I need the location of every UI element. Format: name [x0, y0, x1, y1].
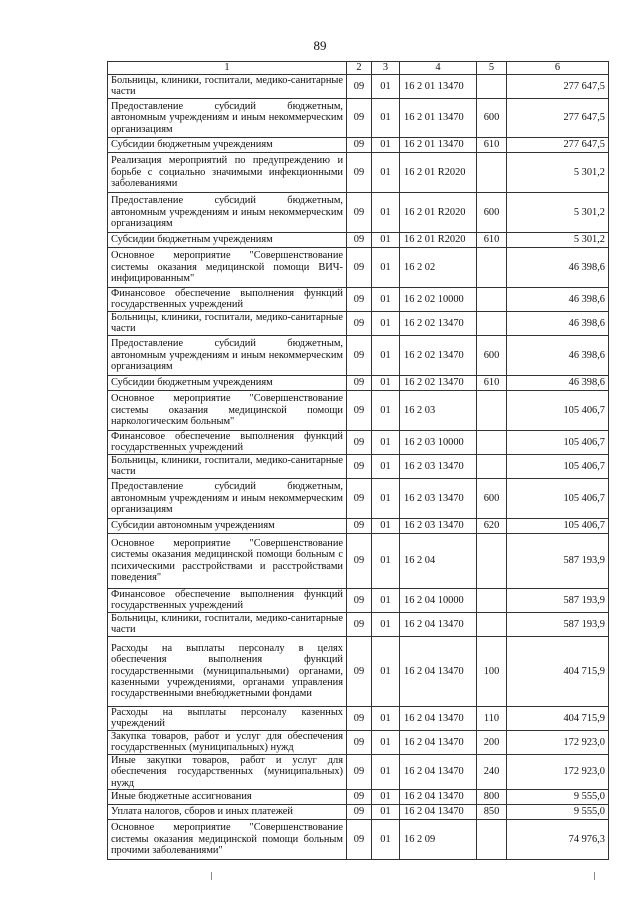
- table-row: [108, 192, 609, 232]
- cell-section: 09: [347, 311, 372, 335]
- cell-target-article: 16 2 04 13470: [400, 612, 477, 636]
- cell-expense-type: 100: [477, 636, 507, 706]
- cell-name: Расходы на выплаты персоналу казенных учреждений: [108, 706, 347, 730]
- cell-subsection: 01: [372, 706, 400, 730]
- page-number: 89: [313, 38, 327, 53]
- cell-name: Закупка товаров, работ и услуг для обеспечения государственных (муниципальных) нужд: [108, 730, 347, 754]
- cell-expense-type: [477, 612, 507, 636]
- cell-target-article: 16 2 03 13470: [400, 454, 477, 478]
- cell-expense-type: 800: [477, 790, 507, 805]
- table-row: [108, 232, 609, 247]
- cell-subsection: 01: [372, 805, 400, 820]
- cell-subsection: 01: [372, 98, 400, 137]
- cell-subsection: 01: [372, 311, 400, 335]
- cell-expense-type: 610: [477, 137, 507, 152]
- cell-amount: 105 406,7: [507, 518, 609, 533]
- cell-subsection: 01: [372, 730, 400, 754]
- cell-target-article: 16 2 03 10000: [400, 430, 477, 454]
- table-row: [108, 730, 609, 754]
- cell-section: 09: [347, 375, 372, 390]
- cell-name: Больницы, клиники, госпитали, медико-санитарные части: [108, 454, 347, 478]
- cell-subsection: 01: [372, 478, 400, 518]
- cell-section: 09: [347, 588, 372, 612]
- cell-expense-type: 110: [477, 706, 507, 730]
- cell-expense-type: [477, 75, 507, 99]
- table-row: [108, 152, 609, 192]
- cell-name: Предоставление субсидий бюджетным, автономным учреждениям и иным некоммерческим организациям: [108, 478, 347, 518]
- table-row: [108, 247, 609, 287]
- cell-expense-type: 600: [477, 478, 507, 518]
- cell-name: Основное мероприятие "Совершенствование системы оказания медицинской помощи ВИЧ-инфицированным": [108, 247, 347, 287]
- cell-section: 09: [347, 636, 372, 706]
- cell-amount: 9 555,0: [507, 805, 609, 820]
- cell-name: Субсидии бюджетным учреждениям: [108, 375, 347, 390]
- cell-amount: 172 923,0: [507, 730, 609, 754]
- cell-subsection: 01: [372, 232, 400, 247]
- cell-name: Уплата налогов, сборов и иных платежей: [108, 805, 347, 820]
- cell-name: Финансовое обеспечение выполнения функций государственных учреждений: [108, 287, 347, 311]
- cell-section: 09: [347, 730, 372, 754]
- cell-subsection: 01: [372, 192, 400, 232]
- cell-target-article: 16 2 04 13470: [400, 790, 477, 805]
- cell-expense-type: 600: [477, 192, 507, 232]
- cell-expense-type: [477, 311, 507, 335]
- cell-subsection: 01: [372, 375, 400, 390]
- cell-amount: 46 398,6: [507, 375, 609, 390]
- cell-target-article: 16 2 03: [400, 390, 477, 430]
- cell-name: Основное мероприятие "Совершенствование системы оказания медицинской помощи больным прочими заболеваниями": [108, 820, 347, 860]
- cell-expense-type: [477, 454, 507, 478]
- cell-subsection: 01: [372, 790, 400, 805]
- table-row: [108, 612, 609, 636]
- table-row: [108, 75, 609, 99]
- cell-name: Предоставление субсидий бюджетным, автономным учреждениям и иным некоммерческим организациям: [108, 192, 347, 232]
- cell-target-article: 16 2 02 13470: [400, 311, 477, 335]
- cell-name: Субсидии бюджетным учреждениям: [108, 232, 347, 247]
- cell-section: 09: [347, 152, 372, 192]
- table-row: [108, 390, 609, 430]
- cell-amount: 46 398,6: [507, 247, 609, 287]
- header-cell-6: 6: [507, 62, 609, 75]
- cell-subsection: 01: [372, 820, 400, 860]
- header-cell-2: 2: [347, 62, 372, 75]
- cell-amount: 587 193,9: [507, 612, 609, 636]
- cell-target-article: 16 2 04 13470: [400, 636, 477, 706]
- cell-section: 09: [347, 518, 372, 533]
- cell-subsection: 01: [372, 152, 400, 192]
- cell-section: 09: [347, 454, 372, 478]
- cell-expense-type: 240: [477, 754, 507, 789]
- table-row: [108, 706, 609, 730]
- cell-amount: 404 715,9: [507, 636, 609, 706]
- cell-target-article: 16 2 04 13470: [400, 706, 477, 730]
- cell-name: Предоставление субсидий бюджетным, автономным учреждениям и иным некоммерческим организациям: [108, 335, 347, 375]
- cell-expense-type: [477, 533, 507, 588]
- cell-subsection: 01: [372, 636, 400, 706]
- cell-section: 09: [347, 137, 372, 152]
- cell-subsection: 01: [372, 754, 400, 789]
- cell-target-article: 16 2 01 R2020: [400, 152, 477, 192]
- cell-target-article: 16 2 04 10000: [400, 588, 477, 612]
- cell-amount: 105 406,7: [507, 430, 609, 454]
- cell-amount: 587 193,9: [507, 533, 609, 588]
- cell-name: Иные закупки товаров, работ и услуг для обеспечения государственных (муниципальных) нужд: [108, 754, 347, 789]
- cell-expense-type: [477, 430, 507, 454]
- cell-target-article: 16 2 01 13470: [400, 98, 477, 137]
- cell-target-article: 16 2 02 10000: [400, 287, 477, 311]
- cell-section: 09: [347, 335, 372, 375]
- budget-table-body: [108, 62, 609, 860]
- cell-amount: 46 398,6: [507, 311, 609, 335]
- cell-target-article: 16 2 04 13470: [400, 730, 477, 754]
- scan-mark: [594, 872, 595, 880]
- cell-expense-type: [477, 820, 507, 860]
- cell-name: Основное мероприятие "Совершенствование системы оказания медицинской помощи наркологическим больным": [108, 390, 347, 430]
- cell-subsection: 01: [372, 335, 400, 375]
- header-cell-1: 1: [108, 62, 347, 75]
- table-row: [108, 533, 609, 588]
- table-row: [108, 375, 609, 390]
- budget-table: [107, 61, 609, 860]
- cell-name: Финансовое обеспечение выполнения функций государственных учреждений: [108, 430, 347, 454]
- cell-section: 09: [347, 754, 372, 789]
- scan-mark: [211, 872, 212, 880]
- table-row: [108, 430, 609, 454]
- cell-expense-type: 620: [477, 518, 507, 533]
- cell-amount: 74 976,3: [507, 820, 609, 860]
- cell-section: 09: [347, 706, 372, 730]
- cell-amount: 172 923,0: [507, 754, 609, 789]
- table-header-row: [108, 62, 609, 75]
- cell-name: Больницы, клиники, госпитали, медико-санитарные части: [108, 75, 347, 99]
- cell-section: 09: [347, 820, 372, 860]
- cell-name: Расходы на выплаты персоналу в целях обеспечения выполнения функций государственными (муниципальными) органами, казенными учреждениями, органами управления государственными внебюджетными фондами: [108, 636, 347, 706]
- cell-amount: 277 647,5: [507, 137, 609, 152]
- cell-section: 09: [347, 478, 372, 518]
- cell-amount: 105 406,7: [507, 454, 609, 478]
- header-cell-4: 4: [400, 62, 477, 75]
- table-row: [108, 478, 609, 518]
- cell-subsection: 01: [372, 533, 400, 588]
- cell-target-article: 16 2 02: [400, 247, 477, 287]
- cell-section: 09: [347, 192, 372, 232]
- cell-name: Больницы, клиники, госпитали, медико-санитарные части: [108, 311, 347, 335]
- cell-name: Субсидии бюджетным учреждениям: [108, 137, 347, 152]
- cell-amount: 587 193,9: [507, 588, 609, 612]
- table-row: [108, 754, 609, 789]
- cell-name: Субсидии автономным учреждениям: [108, 518, 347, 533]
- cell-name: Основное мероприятие "Совершенствование системы оказания медицинской помощи больным с психическими расстройствами и расстройствами поведения": [108, 533, 347, 588]
- header-cell-5: 5: [477, 62, 507, 75]
- cell-amount: 277 647,5: [507, 98, 609, 137]
- cell-subsection: 01: [372, 287, 400, 311]
- cell-expense-type: 850: [477, 805, 507, 820]
- cell-amount: 404 715,9: [507, 706, 609, 730]
- cell-target-article: 16 2 02 13470: [400, 335, 477, 375]
- cell-section: 09: [347, 390, 372, 430]
- cell-amount: 105 406,7: [507, 478, 609, 518]
- cell-section: 09: [347, 98, 372, 137]
- cell-target-article: 16 2 01 R2020: [400, 232, 477, 247]
- cell-section: 09: [347, 247, 372, 287]
- cell-expense-type: [477, 247, 507, 287]
- cell-section: 09: [347, 75, 372, 99]
- cell-target-article: 16 2 04 13470: [400, 805, 477, 820]
- table-row: [108, 820, 609, 860]
- cell-subsection: 01: [372, 390, 400, 430]
- cell-amount: 9 555,0: [507, 790, 609, 805]
- table-row: [108, 287, 609, 311]
- table-row: [108, 636, 609, 706]
- table-row: [108, 335, 609, 375]
- cell-subsection: 01: [372, 137, 400, 152]
- cell-section: 09: [347, 612, 372, 636]
- cell-target-article: 16 2 01 13470: [400, 137, 477, 152]
- cell-target-article: 16 2 04 13470: [400, 754, 477, 789]
- cell-name: Больницы, клиники, госпитали, медико-санитарные части: [108, 612, 347, 636]
- table-row: [108, 137, 609, 152]
- cell-target-article: 16 2 01 R2020: [400, 192, 477, 232]
- table-row: [108, 518, 609, 533]
- cell-subsection: 01: [372, 454, 400, 478]
- cell-amount: 5 301,2: [507, 192, 609, 232]
- cell-target-article: 16 2 01 13470: [400, 75, 477, 99]
- cell-amount: 5 301,2: [507, 152, 609, 192]
- cell-expense-type: [477, 588, 507, 612]
- cell-section: 09: [347, 287, 372, 311]
- cell-target-article: 16 2 04: [400, 533, 477, 588]
- cell-expense-type: [477, 287, 507, 311]
- cell-expense-type: 600: [477, 335, 507, 375]
- cell-amount: 5 301,2: [507, 232, 609, 247]
- table-row: [108, 805, 609, 820]
- header-cell-3: 3: [372, 62, 400, 75]
- cell-section: 09: [347, 533, 372, 588]
- cell-target-article: 16 2 09: [400, 820, 477, 860]
- table-row: [108, 311, 609, 335]
- table-row: [108, 98, 609, 137]
- cell-expense-type: 610: [477, 232, 507, 247]
- table-row: [108, 790, 609, 805]
- cell-subsection: 01: [372, 247, 400, 287]
- cell-target-article: 16 2 02 13470: [400, 375, 477, 390]
- cell-subsection: 01: [372, 75, 400, 99]
- cell-expense-type: 200: [477, 730, 507, 754]
- cell-name: Финансовое обеспечение выполнения функций государственных учреждений: [108, 588, 347, 612]
- cell-expense-type: 610: [477, 375, 507, 390]
- cell-subsection: 01: [372, 430, 400, 454]
- cell-subsection: 01: [372, 518, 400, 533]
- cell-amount: 46 398,6: [507, 335, 609, 375]
- cell-name: Предоставление субсидий бюджетным, автономным учреждениям и иным некоммерческим организациям: [108, 98, 347, 137]
- cell-expense-type: 600: [477, 98, 507, 137]
- cell-name: Иные бюджетные ассигнования: [108, 790, 347, 805]
- cell-target-article: 16 2 03 13470: [400, 478, 477, 518]
- cell-expense-type: [477, 152, 507, 192]
- cell-amount: 277 647,5: [507, 75, 609, 99]
- cell-subsection: 01: [372, 588, 400, 612]
- cell-section: 09: [347, 430, 372, 454]
- cell-section: 09: [347, 790, 372, 805]
- cell-name: Реализация мероприятий по предупреждению и борьбе с социально значимыми инфекционными заболеваниями: [108, 152, 347, 192]
- cell-section: 09: [347, 805, 372, 820]
- cell-subsection: 01: [372, 612, 400, 636]
- cell-expense-type: [477, 390, 507, 430]
- table-row: [108, 588, 609, 612]
- cell-amount: 105 406,7: [507, 390, 609, 430]
- cell-amount: 46 398,6: [507, 287, 609, 311]
- cell-target-article: 16 2 03 13470: [400, 518, 477, 533]
- cell-section: 09: [347, 232, 372, 247]
- table-row: [108, 454, 609, 478]
